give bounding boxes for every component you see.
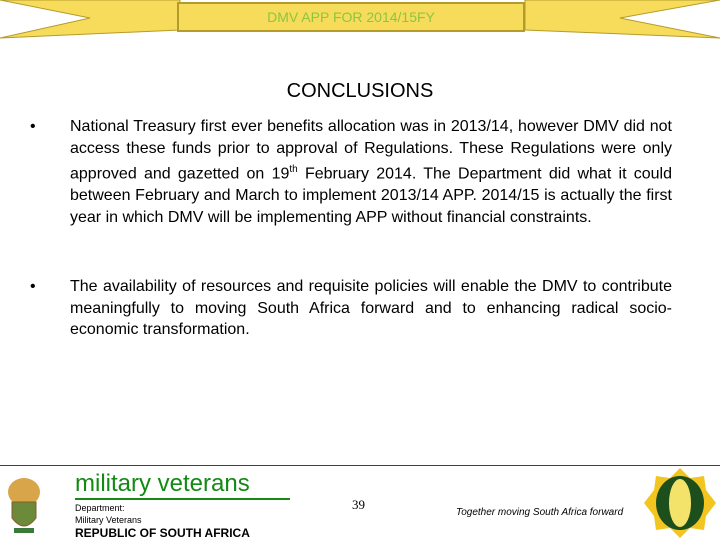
bullet-text-cont: February 2014. The Department did what it could between February and March to implement 2013/14 APP. 2014/15 is actually the first year in which DMV will be implementing APP without financial constraints.	[70, 165, 673, 226]
country-name: REPUBLIC OF SOUTH AFRICA	[75, 526, 250, 540]
bullet-text: National Treasury first ever benefits allocation was in 2013/14, however DMV did not access these funds prior to approval of Regulations. These Regulations were only approved and gazetted on 19	[70, 118, 672, 183]
tagline: Together moving South Africa forward	[456, 507, 624, 518]
dept-label: Department:	[75, 503, 125, 513]
bullet-mark: •	[30, 278, 36, 295]
footer-divider	[0, 465, 720, 466]
superscript: th	[289, 164, 298, 176]
bullet-item	[30, 276, 672, 341]
banner-title: DMV APP FOR 2014/15FY	[267, 9, 435, 25]
page-title: CONCLUSIONS	[286, 80, 434, 102]
brand-name: military veterans	[75, 470, 290, 500]
dept-name: Military Veterans	[75, 515, 142, 525]
page-number: 39	[352, 497, 365, 512]
department-label	[75, 502, 142, 526]
bullet-item	[30, 116, 672, 228]
bullet-mark: •	[30, 118, 36, 135]
dmv-emblem-icon	[644, 468, 716, 538]
coat-of-arms-icon	[4, 472, 44, 536]
bullet-text: The availability of resources and requisite policies will enable the DMV to contribute meaningfully to moving South Africa forward and to enhancing radical socio-economic transformation.	[70, 278, 672, 339]
